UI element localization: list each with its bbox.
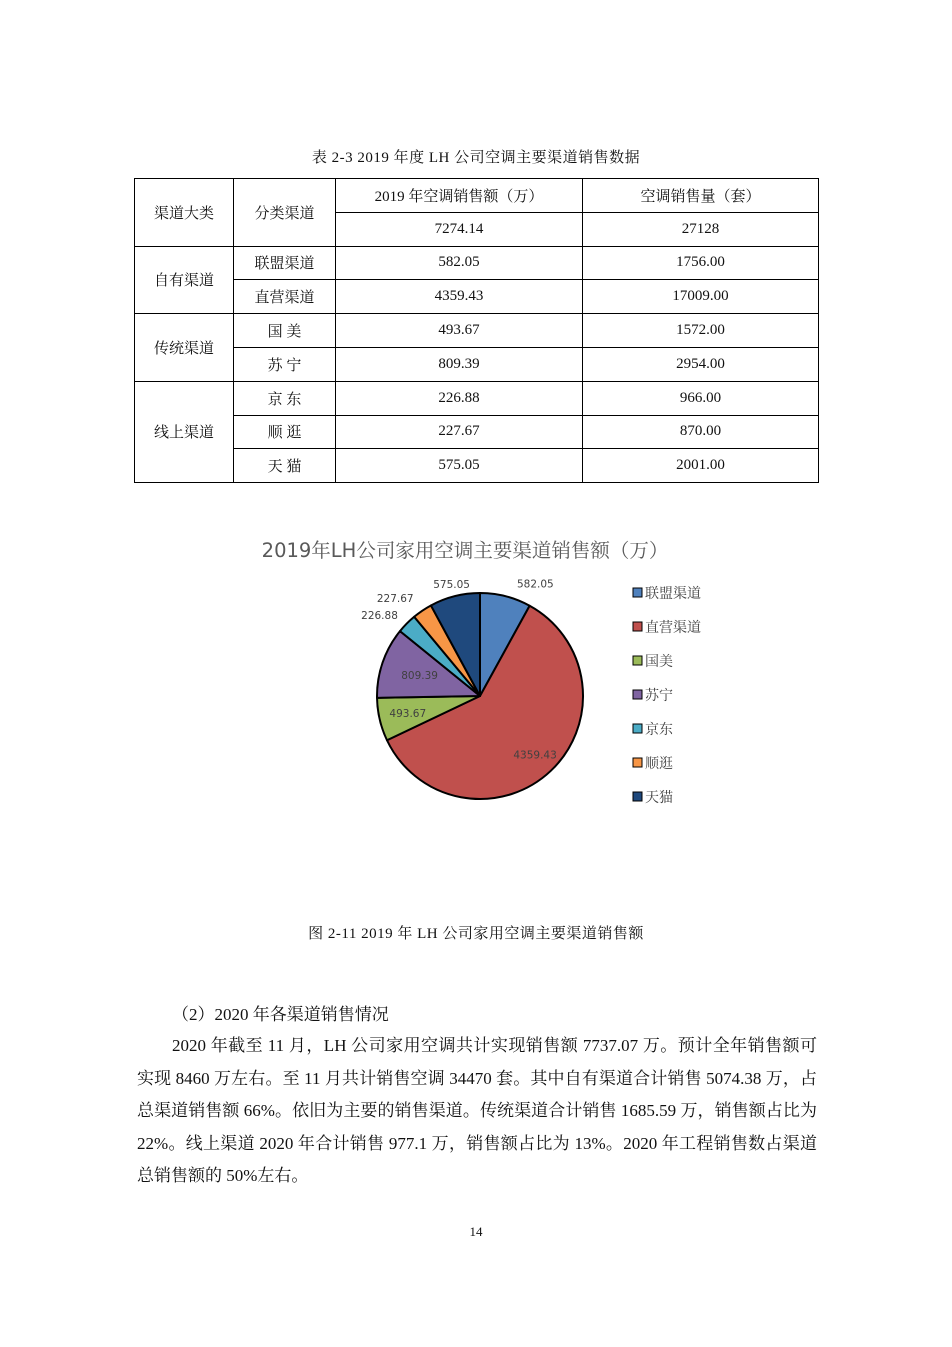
row-volume: 1756.00 — [583, 246, 819, 280]
chart-legend — [633, 586, 701, 806]
row-sales: 493.67 — [336, 314, 583, 348]
legend-swatch — [633, 588, 642, 597]
sales-table — [134, 178, 819, 483]
row-volume: 1572.00 — [583, 314, 819, 348]
table-row — [135, 415, 819, 449]
body-paragraph: 2020 年截至 11 月，LH 公司家用空调共计实现销售额 7737.07 万。预计全年销售额可实现 8460 万左右。至 11 月共计销售空调 34470 套。其中自有渠道合计销售 5074.38 万，占总渠道销售额 66%。依旧为主要的销售渠道。传统渠道合计销售 1685.59 万，销售额占比为 22%。线上渠道 2020 年合计销售 977.1 万，销售额占比为 13%。2020 年工程销售数占渠道总销售额的 50%左右。 — [137, 1036, 817, 1185]
table-header-row — [135, 179, 819, 213]
row-volume: 870.00 — [583, 415, 819, 449]
row-sales: 582.05 — [336, 246, 583, 280]
row-channel: 天 猫 — [234, 449, 336, 483]
row-channel: 京 东 — [234, 381, 336, 415]
row-channel: 联盟渠道 — [234, 246, 336, 280]
legend-swatch — [633, 758, 642, 767]
chart-title: 2019年LH公司家用空调主要渠道销售额（万） — [261, 539, 669, 562]
total-sales: 7274.14 — [336, 212, 583, 246]
legend-swatch — [633, 690, 642, 699]
legend-label: 联盟渠道 — [645, 586, 701, 602]
row-channel: 直营渠道 — [234, 280, 336, 314]
table-row — [135, 381, 819, 415]
legend-label: 苏宁 — [645, 688, 673, 704]
legend-label: 直营渠道 — [645, 620, 701, 636]
row-sales: 227.67 — [336, 415, 583, 449]
row-volume: 2001.00 — [583, 449, 819, 483]
row-volume: 2954.00 — [583, 347, 819, 381]
header-category: 渠道大类 — [135, 179, 234, 247]
slice-label: 575.05 — [433, 579, 470, 592]
header-channel: 分类渠道 — [234, 179, 336, 247]
row-channel: 国 美 — [234, 314, 336, 348]
header-volume: 空调销售量（套） — [583, 179, 819, 213]
page-number: 14 — [469, 1224, 483, 1239]
row-sales: 575.05 — [336, 449, 583, 483]
legend-label: 国美 — [645, 654, 673, 670]
row-sales: 809.39 — [336, 347, 583, 381]
row-sales: 226.88 — [336, 381, 583, 415]
slice-label: 4359.43 — [513, 749, 557, 762]
legend-label: 京东 — [645, 722, 673, 738]
section-heading: （2）2020 年各渠道销售情况 — [172, 1005, 389, 1024]
total-volume: 27128 — [583, 212, 819, 246]
figure-caption: 图 2-11 2019 年 LH 公司家用空调主要渠道销售额 — [308, 926, 644, 942]
header-sales: 2019 年空调销售额（万） — [336, 179, 583, 213]
row-volume: 17009.00 — [583, 280, 819, 314]
row-sales: 4359.43 — [336, 280, 583, 314]
slice-label: 582.05 — [517, 578, 554, 591]
slice-label: 809.39 — [401, 670, 438, 683]
table-row — [135, 449, 819, 483]
legend-label: 顺逛 — [645, 756, 673, 772]
table-caption: 表 2-3 2019 年度 LH 公司空调主要渠道销售数据 — [311, 150, 641, 166]
legend-swatch — [633, 622, 642, 631]
legend-label: 天猫 — [645, 790, 673, 806]
table-row — [135, 347, 819, 381]
table-row — [135, 314, 819, 348]
legend-swatch — [633, 792, 642, 801]
pie-chart — [230, 530, 730, 830]
group-online: 线上渠道 — [135, 381, 234, 482]
slice-label: 493.67 — [389, 708, 427, 720]
row-channel: 顺 逛 — [234, 415, 336, 449]
legend-swatch — [633, 656, 642, 665]
slice-label: 226.88 — [361, 609, 398, 622]
slice-label: 227.67 — [376, 592, 414, 605]
table-row — [135, 280, 819, 314]
row-channel: 苏 宁 — [234, 347, 336, 381]
group-traditional: 传统渠道 — [135, 314, 234, 382]
row-volume: 966.00 — [583, 381, 819, 415]
table-row — [135, 246, 819, 280]
legend-swatch — [633, 724, 642, 733]
group-own: 自有渠道 — [135, 246, 234, 314]
pie-slices — [377, 593, 583, 799]
